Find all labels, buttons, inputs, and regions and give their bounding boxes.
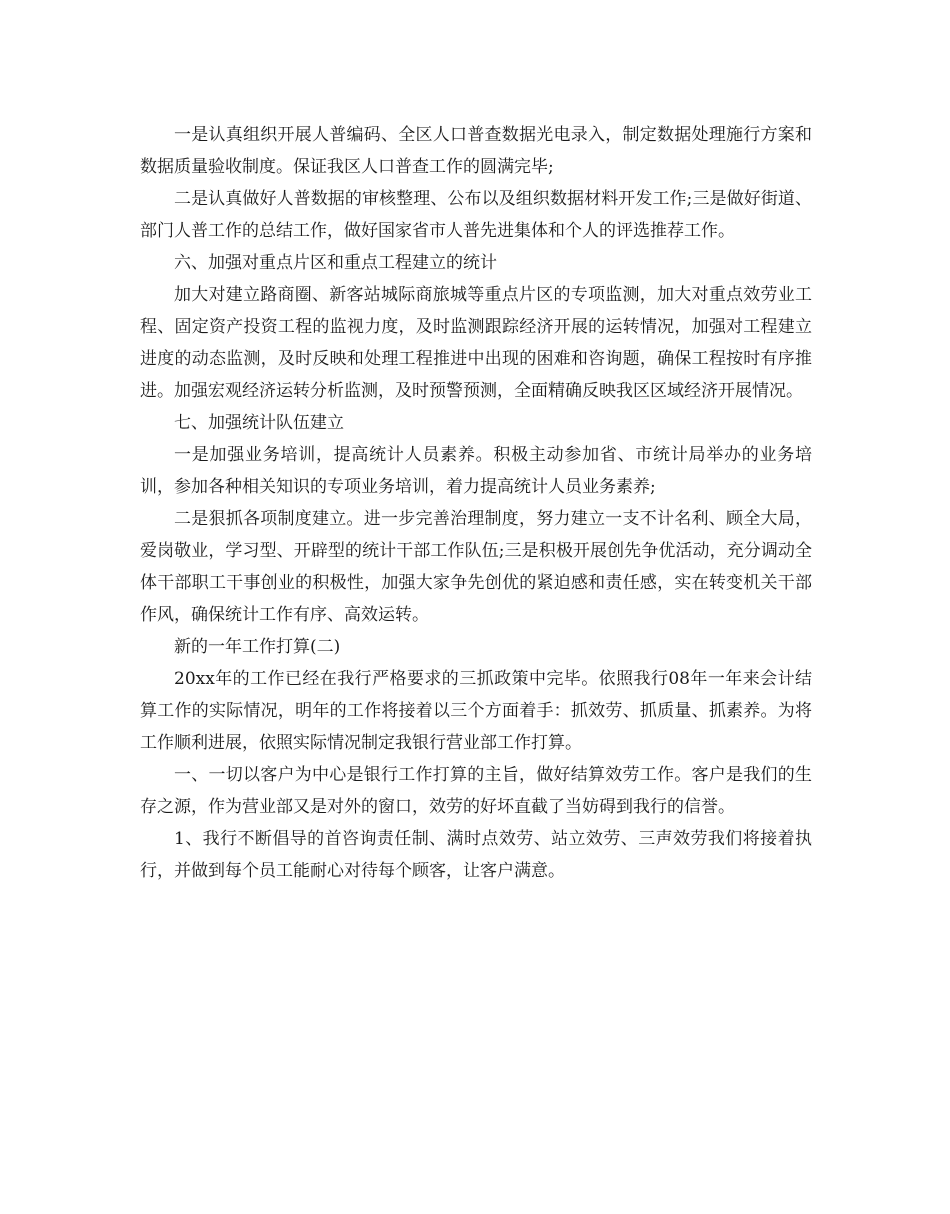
paragraph-census-coding: 一是认真组织开展人普编码、全区人口普查数据光电录入，制定数据处理施行方案和数据质量验收制度。保证我区人口普查工作的圆满完毕; xyxy=(140,125,812,177)
paragraph-key-area-monitoring: 加大对建立路商圈、新客站城际商旅城等重点片区的专项监测，加大对重点效劳业工程、固定资产投资工程的监视力度，及时监测跟踪经济开展的运转情况，加强对工程建立进度的动态监测，及时反映和处理工程推进中出现的困难和咨询题，确保工程按时有序推进。加强宏观经济运转分析监测，及时预警预测，全面精确反映我区区域经济开展情况。 xyxy=(140,285,812,401)
document-body xyxy=(140,119,812,887)
heading-key-area-statistics: 六、加强对重点片区和重点工程建立的统计 xyxy=(174,253,497,273)
heading-statistics-team: 七、加强统计队伍建立 xyxy=(174,413,344,433)
paragraph-system-building: 二是狠抓各项制度建立。进一步完善治理制度，努力建立一支不计名利、顾全大局，爱岗敬业，学习型、开辟型的统计干部工作队伍;三是积极开展创先争优活动，充分调动全体干部职工干事创业的积极性，加强大家争先创优的紧迫感和责任感，实在转变机关干部作风，确保统计工作有序、高效运转。 xyxy=(140,509,812,625)
paragraph-census-review: 二是认真做好人普数据的审核整理、公布以及组织数据材料开发工作;三是做好街道、部门人普工作的总结工作，做好国家省市人普先进集体和个人的评选推荐工作。 xyxy=(140,189,812,241)
heading-new-year-plan: 新的一年工作打算(二) xyxy=(174,637,341,657)
paragraph-service-responsibility: 1、我行不断倡导的首咨询责任制、满时点效劳、站立效劳、三声效劳我们将接着执行，并做到每个员工能耐心对待每个顾客，让客户满意。 xyxy=(140,829,812,881)
paragraph-plan-intro: 20xx年的工作已经在我行严格要求的三抓政策中完毕。依照我行08年一年来会计结算工作的实际情况，明年的工作将接着以三个方面着手：抓效劳、抓质量、抓素养。为将工作顺利进展，依照实际情况制定我银行营业部工作打算。 xyxy=(140,669,812,753)
paragraph-business-training: 一是加强业务培训，提高统计人员素养。积极主动参加省、市统计局举办的业务培训，参加各种相关知识的专项业务培训，着力提高统计人员业务素养; xyxy=(140,445,812,497)
paragraph-customer-centered: 一、一切以客户为中心是银行工作打算的主旨，做好结算效劳工作。客户是我们的生存之源，作为营业部又是对外的窗口，效劳的好坏直截了当妨碍到我行的信誉。 xyxy=(140,765,812,817)
